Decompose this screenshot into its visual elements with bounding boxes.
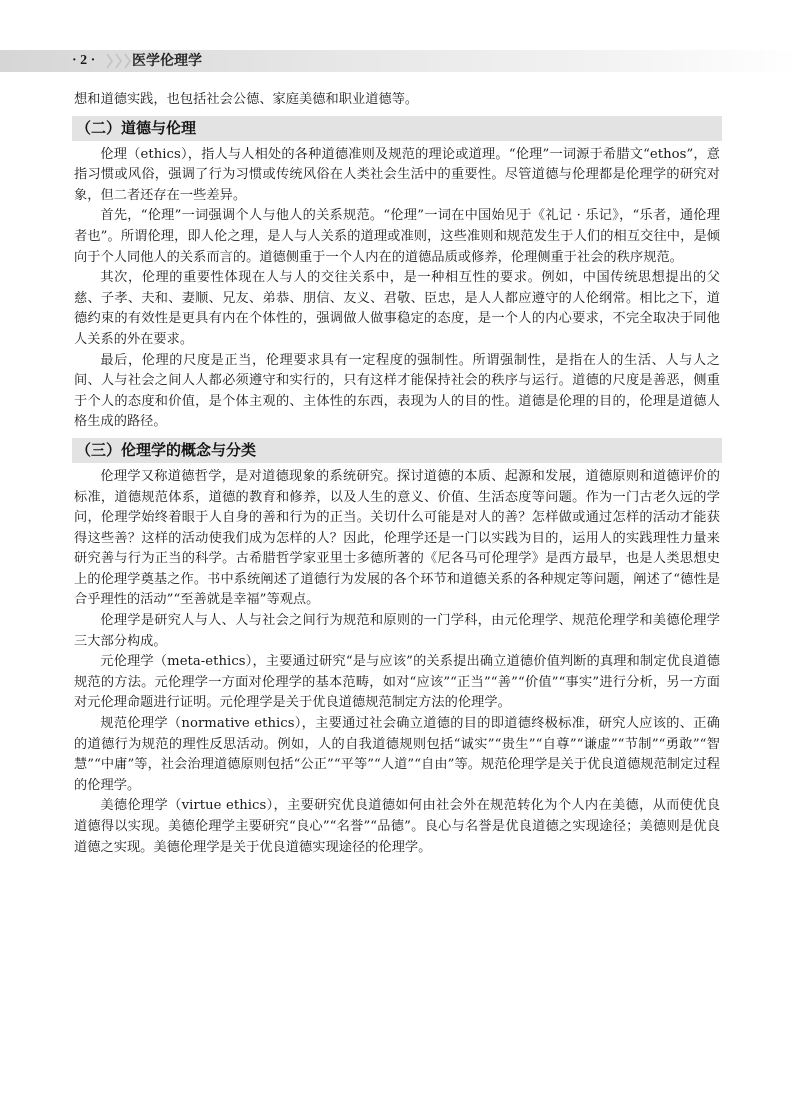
page-body [74,90,720,858]
paragraph: 最后，伦理的尺度是正当，伦理要求具有一定程度的强制性。所谓强制性，是指在人的生活、人与人之间、人与社会之间人人都必须遵守和实行的，只有这样才能保持社会的秩序与运行。道德的尺度是善恶，侧重于个人的态度和价值，是个体主观的、主体性的东西，表现为人的目的性。道德是伦理的目的，伦理是道德人格生成的路径。 [74,352,720,430]
page-number: · 2 · [72,53,96,68]
section-heading-ethics-concept: （三）伦理学的概念与分类 [72,438,722,463]
paragraph-continuation: 想和道德实践，也包括社会公德、家庭美德和职业道德等。 [74,92,419,107]
paragraph: 其次，伦理的重要性体现在人与人的交往关系中，是一种相互性的要求。例如，中国传统思想提出的父慈、子孝、夫和、妻顺、兄友、弟恭、朋信、友义、君敬、臣忠，是人人都应遵守的人伦纲常。相比之下，道德约束的有效性是更具有内在个体性的，强调做人做事稳定的态度，是一个人的内心要求，不完全取决于同他人关系的外在要求。 [74,270,720,347]
section-heading-ethics-morality: （二）道德与伦理 [72,116,722,141]
chevron-right-icon [106,52,114,70]
chevron-right-icon [124,52,132,70]
paragraph: 元伦理学（meta-ethics），主要通过研究“是与应该”的关系提出确立道德价值判断的真理和制定优良道德规范的方法。元伦理学一方面对伦理学的基本范畴，如对“应该”“正当”“善”“价值”“事实”进行分析，另一方面对元伦理命题进行证明。元伦理学是关于优良道德规范制定方法的伦理学。 [74,654,720,711]
paragraph: 首先，“伦理”一词强调个人与他人的关系规范。“伦理”一词在中国始见于《礼记 · 乐记》，“乐者，通伦理者也”。所谓伦理，即人伦之理，是人与人关系的道理或准则，这些准则和规范发生于人们的相互交往中，是倾向于个人同他人的关系而言的。道德侧重于一个人内在的道德品质或修养，伦理侧重于社会的秩序规范。 [74,208,720,265]
paragraph: 伦理学又称道德哲学，是对道德现象的系统研究。探讨道德的本质、起源和发展，道德原则和道德评价的标准，道德规范体系，道德的教育和修养，以及人生的意义、价值、生活态度等问题。作为一门古老久远的学问，伦理学始终着眼于人自身的善和行为的正当。关切什么可能是对人的善？怎样做或通过怎样的活动才能获得这些善？这样的活动使我们成为怎样的人？因此，伦理学还是一门以实践为目的，运用人的实践理性力量来研究善与行为正当的科学。古希腊哲学家亚里士多德所著的《尼各马可伦理学》是西方最早，也是人类思想史上的伦理学奠基之作。书中系统阐述了道德行为发展的各个环节和道德关系的各种规定等问题，阐述了“德性是合乎理性的活动”“至善就是幸福”等观点。 [74,468,720,608]
paragraph: 美德伦理学（virtue ethics），主要研究优良道德如何由社会外在规范转化为个人内在美德，从而使优良道德得以实现。美德伦理学主要研究“良心”“名誉”“品德”。良心与名誉是优良道德之实现途径；美德则是优良道德之实现。美德伦理学是关于优良道德实现途径的伦理学。 [74,798,720,855]
paragraph: 伦理（ethics），指人与人相处的各种道德准则及规范的理论或道理。“伦理”一词源于希腊文“ethos”，意指习惯或风俗，强调了行为习惯或传统风俗在人类社会生活中的重要性。尽管道德与伦理都是伦理学的研究对象，但二者还存在一些差异。 [74,146,720,203]
book-title: 医学伦理学 [132,53,202,69]
paragraph: 规范伦理学（normative ethics），主要通过社会确立道德的目的即道德终极标准，研究人应该的、正确的道德行为规范的理性反思活动。例如，人的自我道德规则包括“诚实”“贵生”“自尊”“谦虚”“节制”“勇敢”“智慧”“中庸”等，社会治理道德原则包括“公正”“平等”“人道”“自由”等。规范伦理学是关于优良道德规范制定过程的伦理学。 [74,716,720,793]
header-chevrons [106,51,133,71]
paragraph: 伦理学是研究人与人、人与社会之间行为规范和原则的一门学科，由元伦理学、规范伦理学和美德伦理学三大部分构成。 [74,613,720,649]
chevron-right-icon [115,52,123,70]
